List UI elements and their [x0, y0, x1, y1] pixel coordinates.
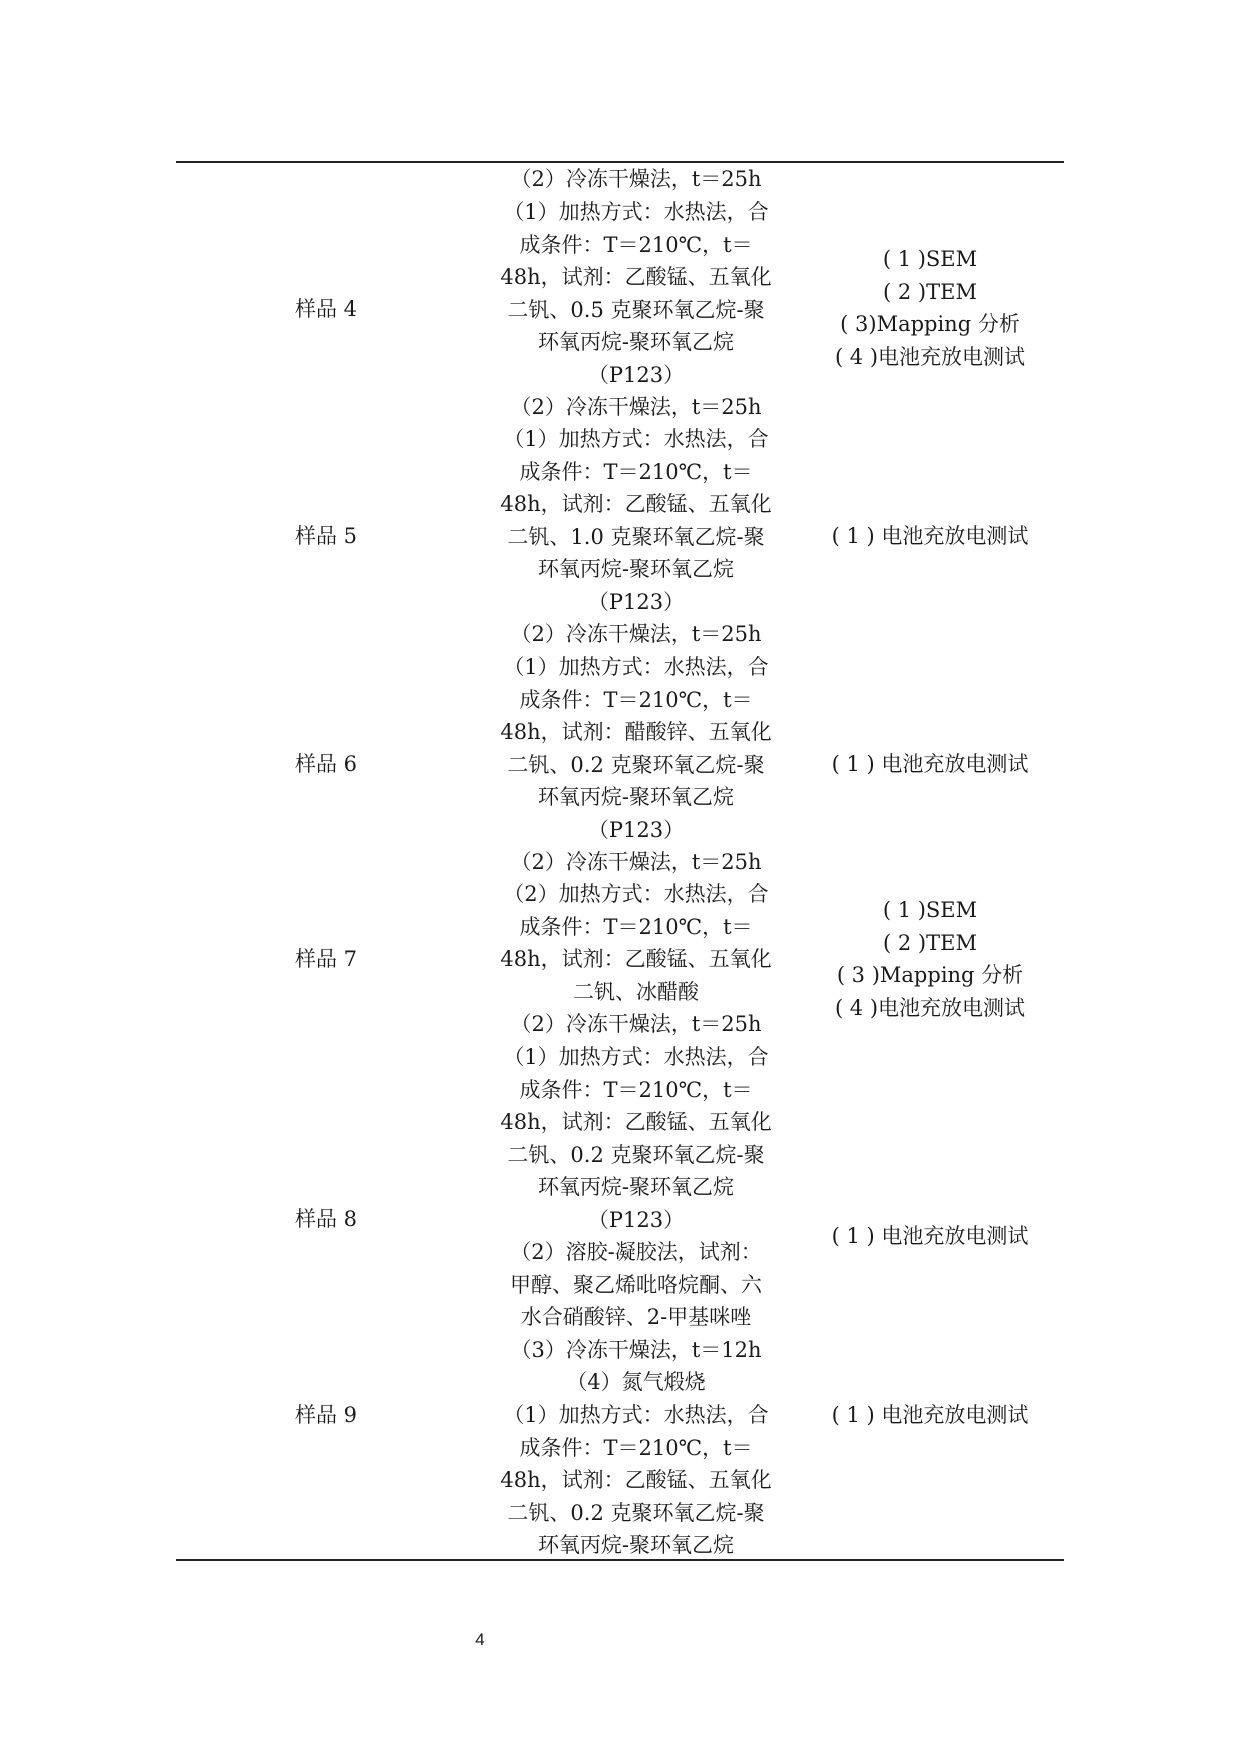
table-row [176, 878, 1064, 1041]
method-line: （2）冷冻干燥法，t＝25h [510, 167, 762, 191]
test-list-cell [796, 748, 1064, 781]
test-list-cell [796, 520, 1064, 553]
method-line: 环氧丙烷-聚环氧乙烷 [537, 1175, 735, 1199]
method-line: 二钒、冰醋酸 [573, 979, 699, 1004]
method-line: 成条件：T＝210℃，t＝ [519, 459, 753, 484]
method-line: （2）冷冻干燥法，t＝25h [510, 1012, 762, 1036]
method-line: （1）加热方式：水热法，合 [503, 1045, 769, 1069]
method-line: 成条件：T＝210℃，t＝ [519, 1435, 753, 1460]
test-item: ( 3 )Mapping 分析 [836, 963, 1024, 987]
method-line: 48h，试剂：乙酸锰、五氧化 [500, 1110, 772, 1134]
method-line: 48h，试剂：乙酸锰、五氧化 [500, 265, 772, 289]
sample-table [176, 163, 1064, 1557]
synthesis-method-cell [476, 1399, 796, 1562]
method-line: 环氧丙烷-聚环氧乙烷 [537, 330, 735, 354]
method-line: （1）加热方式：水热法，合 [503, 1403, 769, 1427]
method-line: 二钒、0.2 克聚环氧乙烷-聚 [507, 752, 765, 777]
method-line: 二钒、0.2 克聚环氧乙烷-聚 [507, 1500, 765, 1525]
table-row [176, 651, 1064, 878]
method-line: 水合硝酸锌、2-甲基咪唑 [520, 1305, 752, 1329]
method-line: 成条件：T＝210℃，t＝ [519, 1077, 753, 1102]
test-item: ( 1 ) 电池充放电测试 [831, 524, 1029, 548]
test-item: ( 2 )TEM [883, 279, 977, 304]
sample-name: 样品 8 [294, 1207, 358, 1231]
method-line: （2）加热方式：水热法，合 [503, 882, 769, 906]
table-row [176, 196, 1064, 423]
sample-name: 样品 4 [294, 297, 358, 321]
sample-name: 样品 5 [294, 524, 358, 548]
test-item: ( 1 )SEM [882, 247, 978, 271]
test-item: ( 1 ) 电池充放电测试 [831, 752, 1029, 776]
synthesis-method-cell [476, 423, 796, 651]
method-line: （2）冷冻干燥法，t＝25h [510, 622, 762, 646]
test-list-cell [796, 1220, 1064, 1253]
method-line: （2）冷冻干燥法，t＝25h [510, 850, 762, 874]
method-line: 环氧丙烷-聚环氧乙烷 [537, 1533, 735, 1557]
method-line: 二钒、0.2 克聚环氧乙烷-聚 [507, 1142, 765, 1167]
test-item: ( 4 )电池充放电测试 [834, 344, 1026, 369]
method-line: 环氧丙烷-聚环氧乙烷 [537, 557, 735, 581]
method-line: （4）氮气煅烧 [566, 1370, 706, 1394]
table-row [176, 423, 1064, 651]
test-item: ( 1 ) 电池充放电测试 [831, 1224, 1029, 1248]
method-line: （1）加热方式：水热法，合 [503, 200, 769, 224]
method-line: 二钒、1.0 克聚环氧乙烷-聚 [507, 524, 765, 549]
sample-name: 样品 6 [294, 752, 358, 776]
test-item: ( 1 )SEM [882, 898, 978, 922]
method-line: 48h，试剂：醋酸锌、五氧化 [500, 720, 772, 744]
table-row [176, 1399, 1064, 1561]
test-item: ( 4 )电池充放电测试 [834, 995, 1026, 1020]
method-line: （P123） [587, 589, 685, 614]
method-line: （2）冷冻干燥法，t＝25h [510, 395, 762, 419]
method-line: 成条件：T＝210℃，t＝ [519, 687, 753, 712]
table-row [176, 1041, 1064, 1399]
synthesis-method-cell [476, 1041, 796, 1399]
table-row [176, 163, 1064, 196]
method-line: 48h，试剂：乙酸锰、五氧化 [500, 492, 772, 516]
method-line: （3）冷冻干燥法，t＝12h [510, 1337, 762, 1362]
method-line: 成条件：T＝210℃，t＝ [519, 232, 753, 257]
method-line: （1）加热方式：水热法，合 [503, 427, 769, 451]
sample-name: 样品 9 [294, 1403, 358, 1427]
method-line: 48h，试剂：乙酸锰、五氧化 [500, 947, 772, 971]
test-list-cell [796, 243, 1064, 373]
method-line: （P123） [587, 362, 685, 387]
sample-name: 样品 7 [294, 947, 358, 971]
method-line: （P123） [587, 817, 685, 842]
synthesis-method-cell [476, 651, 796, 879]
method-line: 环氧丙烷-聚环氧乙烷 [537, 785, 735, 809]
page-number: 4 [475, 1630, 485, 1649]
method-line: 二钒、0.5 克聚环氧乙烷-聚 [507, 297, 765, 322]
synthesis-method-cell [476, 878, 796, 1041]
method-line: 48h，试剂：乙酸锰、五氧化 [500, 1468, 772, 1492]
method-line: （P123） [587, 1207, 685, 1232]
test-item: ( 3)Mapping 分析 [840, 312, 1020, 336]
test-list-cell [796, 1399, 1064, 1432]
table-bottom-rule [176, 1559, 1064, 1561]
synthesis-method-cell [476, 163, 796, 196]
test-item: ( 1 ) 电池充放电测试 [831, 1403, 1029, 1427]
synthesis-method-cell [476, 196, 796, 424]
method-line: 成条件：T＝210℃，t＝ [519, 914, 753, 939]
method-line: （2）溶胶-凝胶法，试剂： [510, 1240, 762, 1264]
method-line: （1）加热方式：水热法，合 [503, 655, 769, 679]
test-item: ( 2 )TEM [883, 930, 977, 955]
method-line: 甲醇、聚乙烯吡咯烷酮、六 [510, 1272, 762, 1297]
test-list-cell [796, 894, 1064, 1024]
